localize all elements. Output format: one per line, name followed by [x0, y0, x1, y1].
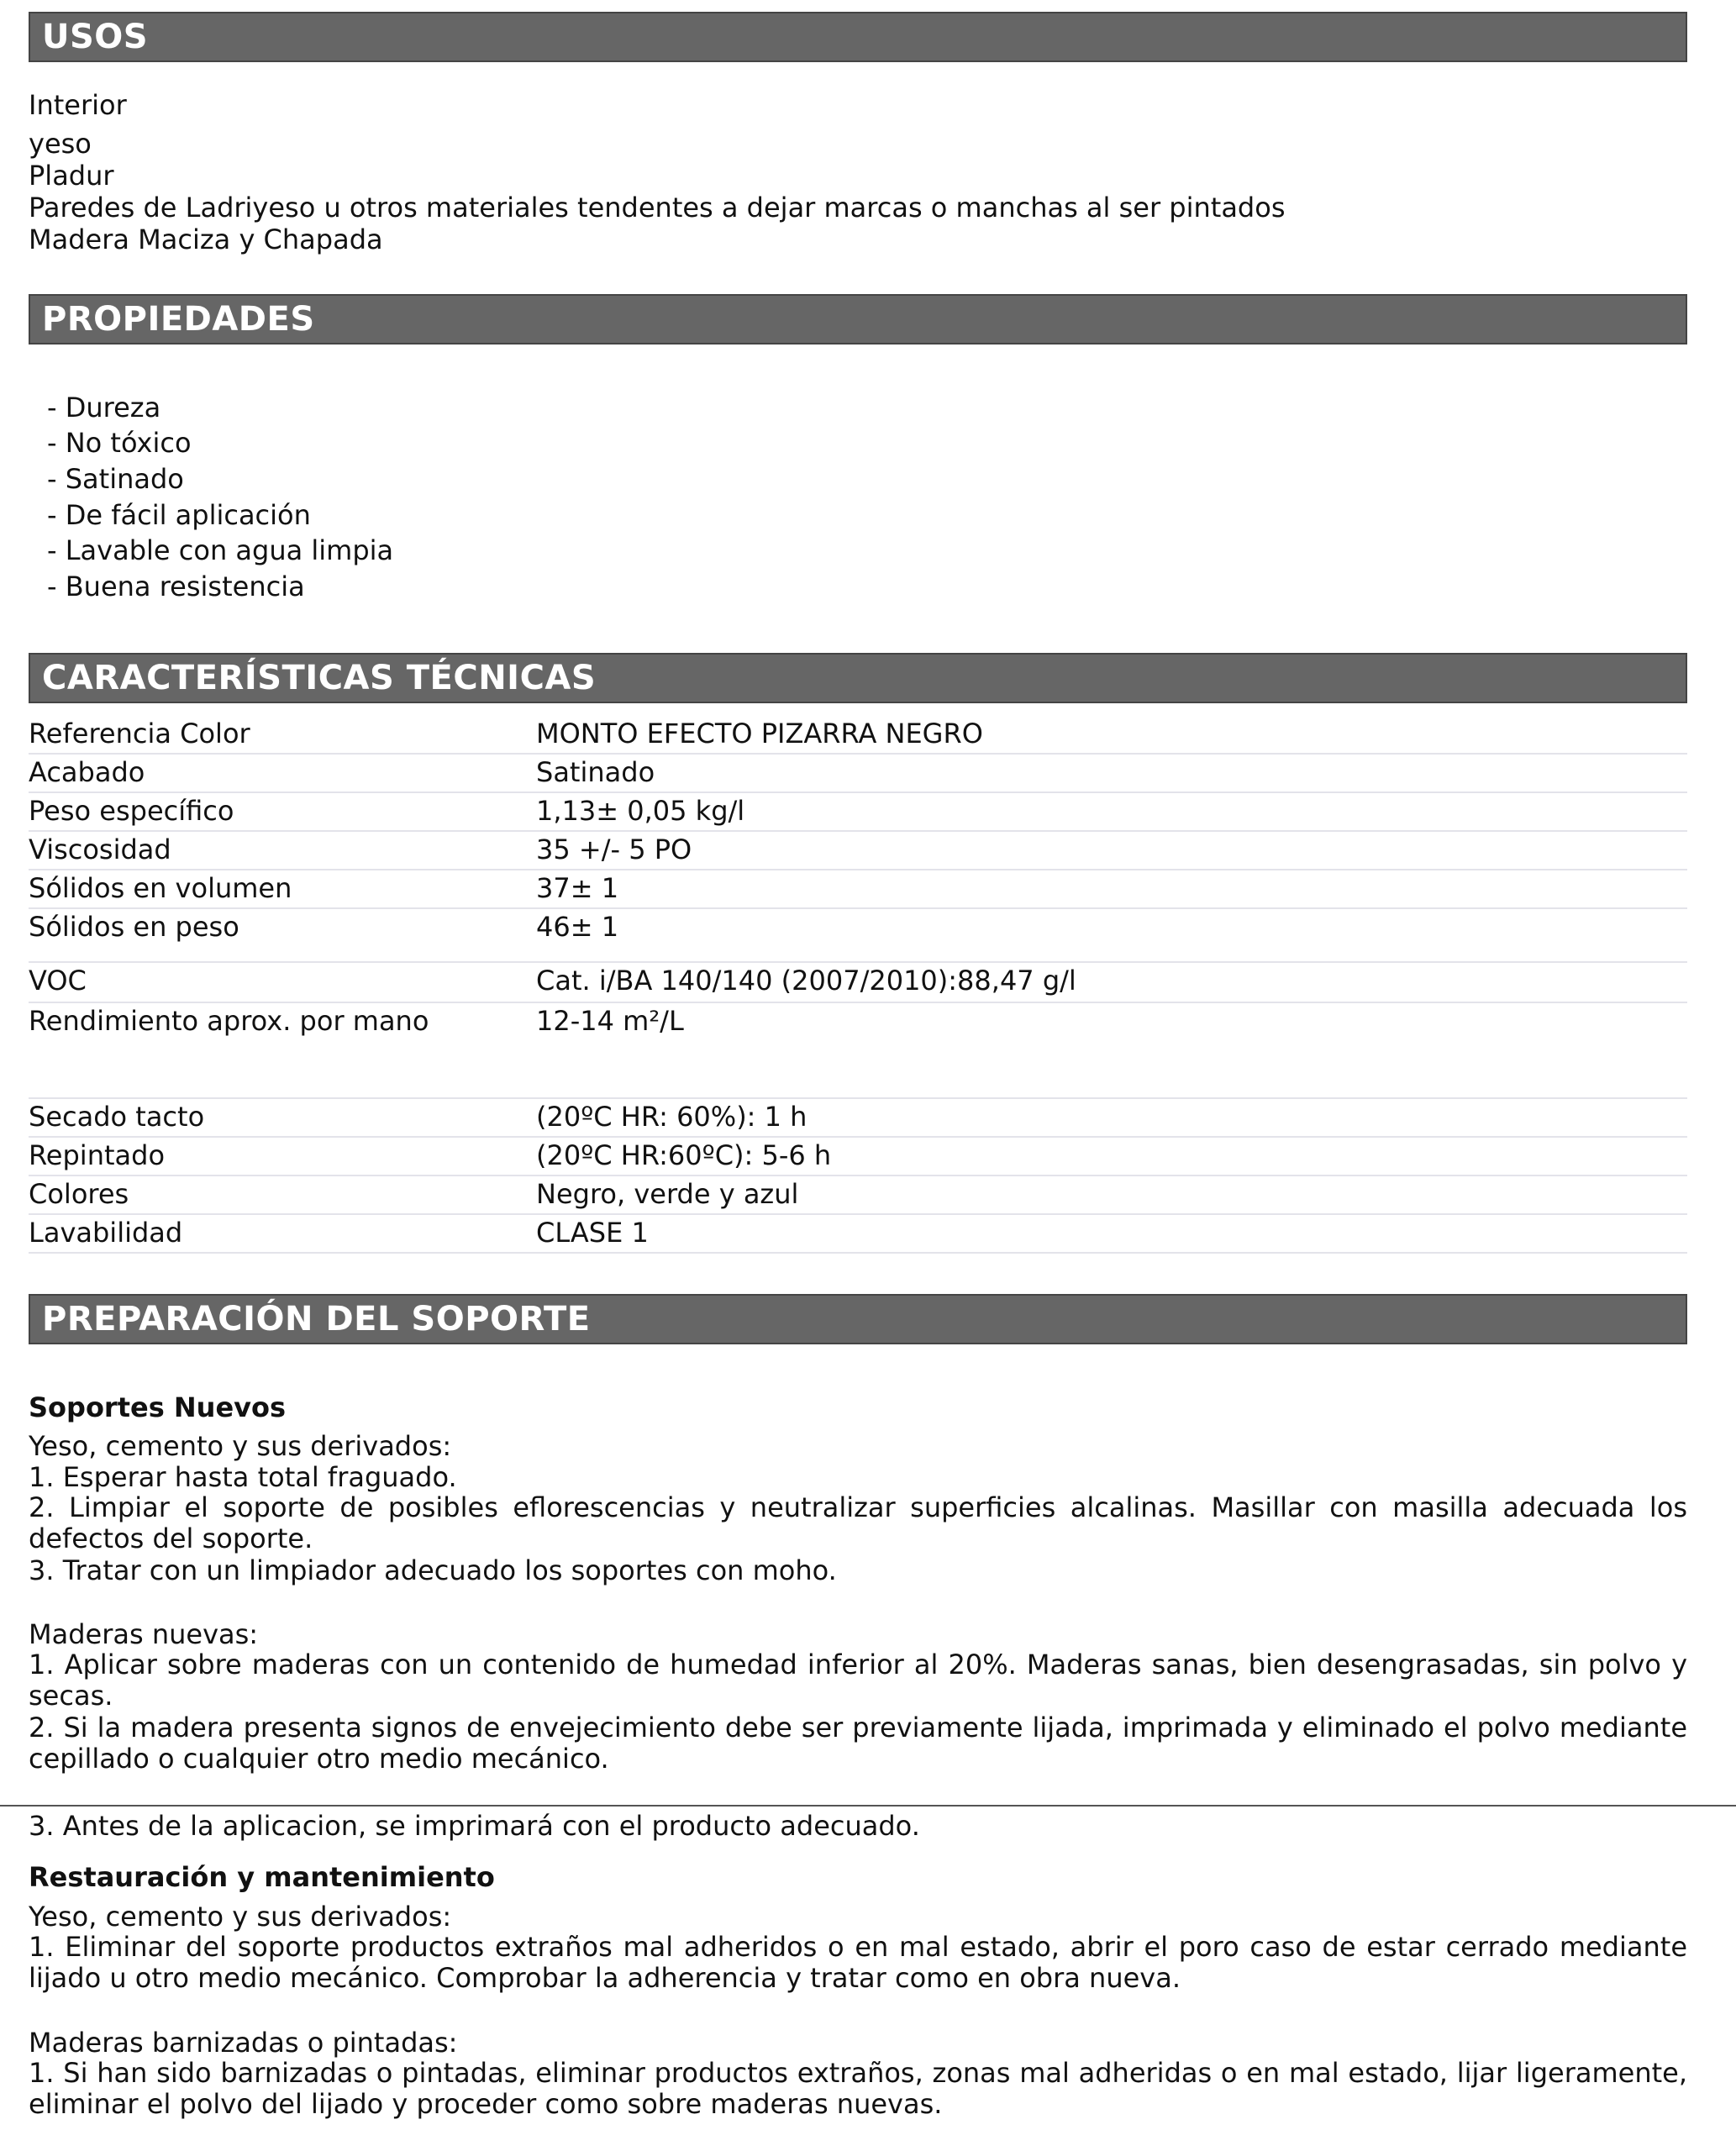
paragraph: Maderas nuevas: — [29, 1618, 259, 1650]
tech-row — [29, 963, 1687, 1003]
paragraph: 1. Esperar hasta total fraguado. — [29, 1461, 457, 1493]
tech-label: Sólidos en volumen — [29, 872, 292, 904]
usos-section-header — [29, 12, 1687, 62]
propiedades-item: - De fácil aplicación — [47, 499, 311, 531]
tech-label: VOC — [29, 965, 87, 997]
usos-title: USOS — [42, 18, 149, 56]
tech-row — [29, 1215, 1687, 1254]
tech-row — [29, 832, 1687, 870]
tech-label: Acabado — [29, 756, 145, 788]
tech-row — [29, 870, 1687, 909]
propiedades-section-header — [29, 294, 1687, 344]
tech-label: Secado tacto — [29, 1101, 205, 1133]
paragraph: 1. Aplicar sobre maderas con un contenido de humedad inferior al 20%. Maderas sanas, bien desengrasadas, sin polvo y secas. — [29, 1649, 1687, 1712]
tech-value: (20ºC HR: 60%): 1 h — [536, 1101, 808, 1133]
page-break-divider — [0, 1805, 1736, 1807]
preparacion-title: PREPARACIÓN DEL SOPORTE — [42, 1300, 591, 1338]
tech-label: Referencia Color — [29, 718, 250, 749]
soportes-nuevos-heading: Soportes Nuevos — [29, 1391, 287, 1423]
tech-value: 35 +/- 5 PO — [536, 834, 692, 865]
usos-item: Madera Maciza y Chapada — [29, 224, 383, 255]
paragraph: Yeso, cemento y sus derivados: — [29, 1430, 452, 1462]
propiedades-title: PROPIEDADES — [42, 300, 315, 339]
usos-item: yeso — [29, 128, 92, 160]
tech-label: Lavabilidad — [29, 1217, 183, 1249]
propiedades-item: - Lavable con agua limpia — [47, 534, 394, 566]
propiedades-item: - Dureza — [47, 392, 161, 423]
tech-label: Repintado — [29, 1139, 166, 1171]
tech-value: Cat. i/BA 140/140 (2007/2010):88,47 g/l — [536, 965, 1076, 997]
tech-value: (20ºC HR:60ºC): 5-6 h — [536, 1139, 832, 1171]
usos-item: Interior — [29, 89, 127, 121]
paragraph: 2. Limpiar el soporte de posibles eflorescencias y neutralizar superficies alcalinas. Masillar con masilla adecuada los defectos del soporte. — [29, 1491, 1687, 1554]
caracteristicas-section-header — [29, 653, 1687, 703]
usos-item: Paredes de Ladriyeso u otros materiales tendentes a dejar marcas o manchas al ser pintados — [29, 192, 1286, 224]
tech-row — [29, 755, 1687, 793]
paragraph: 1. Eliminar del soporte productos extraños mal adheridos o en mal estado, abrir el poro caso de estar cerrado mediante lijado u otro medio mecánico. Comprobar la adherencia y tratar como en obra nueva. — [29, 1931, 1687, 1994]
tech-value: Negro, verde y azul — [536, 1178, 799, 1210]
tech-label: Viscosidad — [29, 834, 171, 865]
tech-value: MONTO EFECTO PIZARRA NEGRO — [536, 718, 983, 749]
paragraph: 2. Si la madera presenta signos de envejecimiento debe ser previamente lijada, imprimada y eliminado el polvo mediante cepillado o cualquier otro medio mecánico. — [29, 1712, 1687, 1775]
usos-item: Pladur — [29, 160, 114, 192]
propiedades-item: - No tóxico — [47, 427, 192, 459]
tech-value: 12-14 m²/L — [536, 1005, 684, 1037]
caracteristicas-title: CARACTERÍSTICAS TÉCNICAS — [42, 659, 597, 697]
tech-row — [29, 716, 1687, 755]
tech-label: Peso específico — [29, 795, 234, 827]
paragraph: Maderas barnizadas o pintadas: — [29, 2027, 458, 2059]
propiedades-item: - Buena resistencia — [47, 571, 305, 602]
tech-row — [29, 909, 1687, 963]
tech-row — [29, 1176, 1687, 1215]
tech-label: Colores — [29, 1178, 129, 1210]
tech-row — [29, 1003, 1687, 1097]
tech-value: CLASE 1 — [536, 1217, 649, 1249]
tech-label: Rendimiento aprox. por mano — [29, 1005, 429, 1037]
tech-row — [29, 793, 1687, 832]
tech-value: Satinado — [536, 756, 655, 788]
tech-label: Sólidos en peso — [29, 911, 239, 943]
paragraph: 3. Antes de la aplicacion, se imprimará con el producto adecuado. — [29, 1810, 920, 1842]
paragraph: 3. Tratar con un limpiador adecuado los soportes con moho. — [29, 1554, 837, 1586]
restauracion-heading: Restauración y mantenimiento — [29, 1861, 495, 1893]
tech-row — [29, 1099, 1687, 1138]
tech-value: 1,13± 0,05 kg/l — [536, 795, 745, 827]
preparacion-section-header — [29, 1294, 1687, 1344]
paragraph: 1. Si han sido barnizadas o pintadas, eliminar productos extraños, zonas mal adheridas o en mal estado, lijar ligeramente, eliminar el polvo del lijado y proceder como sobre maderas nuevas. — [29, 2057, 1687, 2120]
tech-row — [29, 1138, 1687, 1176]
tech-value: 37± 1 — [536, 872, 619, 904]
tech-value: 46± 1 — [536, 911, 619, 943]
propiedades-item: - Satinado — [47, 463, 184, 495]
paragraph: Yeso, cemento y sus derivados: — [29, 1901, 452, 1933]
